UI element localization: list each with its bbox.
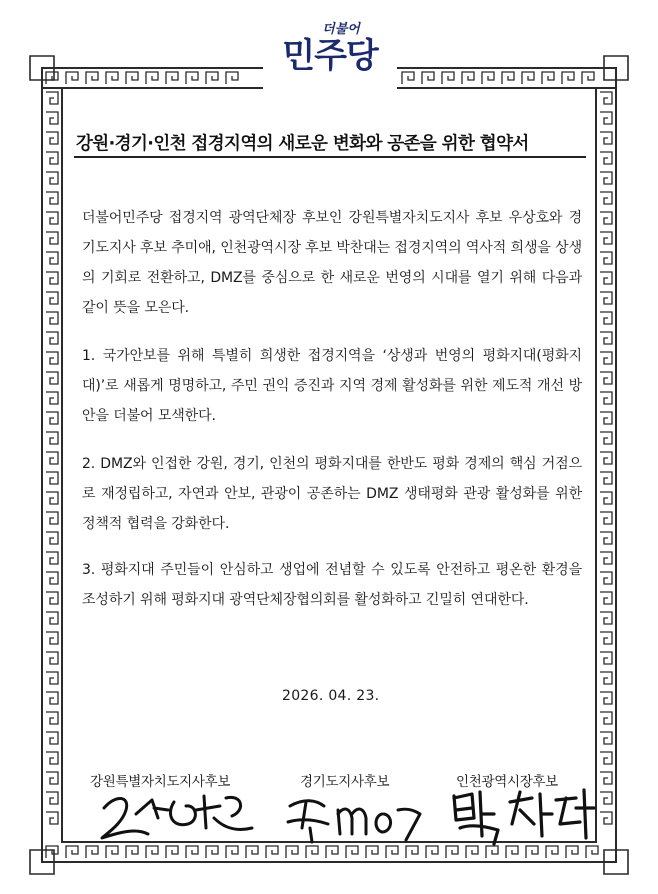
party-logo-sub: 더불어 xyxy=(322,22,360,37)
title-underline xyxy=(74,156,586,158)
party-logo xyxy=(270,22,390,104)
clause-2: 2. DMZ와 인접한 강원, 경기, 인천의 평화지대를 한반도 평화 경제의 핵심 거점으로 재정립하고, 자연과 안보, 관광이 공존하는 DMZ 생태평화 관광 활성화를 위한 정책적 협력을 강화한다. xyxy=(82,456,582,532)
intro-paragraph: 더불어민주당 접경지역 광역단체장 후보인 강원특별자치도지사 후보 우상호와 경기도지사 후보 추미애, 인천광역시장 후보 박찬대는 접경지역의 역사적 희생을 상생의 기회로 전환하고, DMZ를 중심으로 한 새로운 번영의 시대를 열기 위해 다음과 같이 뜻을 모은다. xyxy=(82,210,582,316)
party-logo-main: 민주당 xyxy=(282,36,378,76)
handwritten-signature-gyeonggi xyxy=(280,788,430,848)
handwritten-signature-gangwon xyxy=(96,788,266,846)
signatory-label-incheon: 인천광역시장후보 xyxy=(456,774,558,790)
document-title: 강원·경기·인천 접경지역의 새로운 변화와 공존을 위한 협약서 xyxy=(76,134,529,154)
signatory-label-gyeonggi: 경기도지사후보 xyxy=(300,774,390,790)
clause-3: 3. 평화지대 주민들이 안심하고 생업에 전념할 수 있도록 안전하고 평온한 환경을 조성하기 위해 평화지대 광역단체장협의회를 활성화하고 긴밀히 연대한다. xyxy=(82,562,582,608)
signatory-label-gangwon: 강원특별자치도지사후보 xyxy=(90,774,231,790)
clause-1: 1. 국가안보를 위해 특별히 희생한 접경지역을 ‘상생과 번영의 평화지대(평화지대)’로 새롭게 명명하고, 주민 권익 증진과 지역 경제 활성화를 위한 제도적 개선 방안을 더불어 모색한다. xyxy=(82,348,582,424)
signing-date: 2026. 04. 23. xyxy=(282,688,380,704)
handwritten-signature-incheon xyxy=(444,784,604,848)
